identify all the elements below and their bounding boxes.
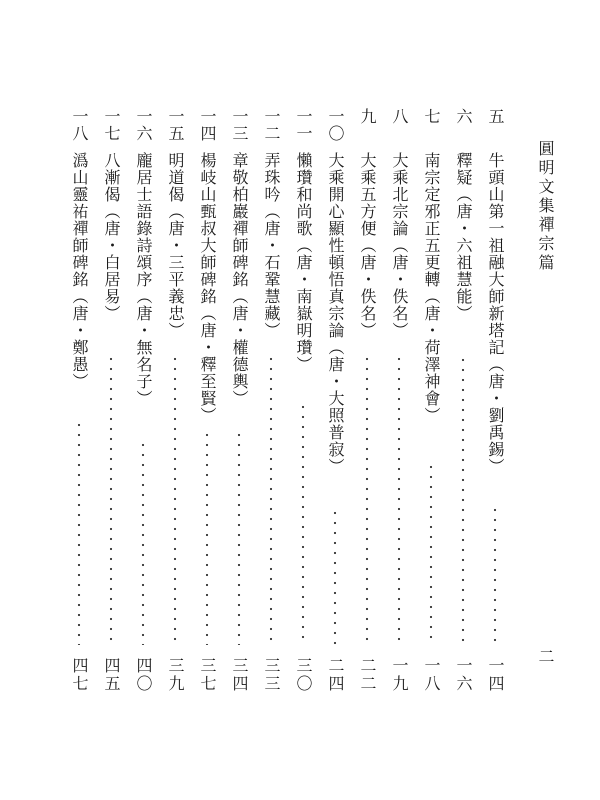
leader-dots (333, 508, 337, 645)
entry-title: 牛頭山第一祖融大師新塔記（唐・劉禹錫） (486, 152, 505, 475)
toc-entry-16 (132, 0, 154, 800)
leader-dots (301, 402, 305, 645)
entry-page: 二四 (326, 657, 345, 693)
entry-number: 七 (422, 108, 441, 125)
leader-dots (493, 505, 497, 645)
toc-entry-9 (356, 0, 378, 800)
toc-entry-15 (164, 0, 186, 800)
entry-title: 明道偈（唐・三平義忠） (166, 152, 185, 339)
entry-number: 一五 (166, 108, 185, 142)
running-title: 圓明文集禪宗篇 (536, 140, 555, 273)
entry-page: 一九 (390, 657, 409, 693)
entry-number: 一一 (294, 108, 313, 142)
entry-number: 一八 (70, 108, 89, 142)
entry-page: 一八 (422, 657, 441, 693)
entry-page: 一四 (486, 657, 505, 693)
entry-page: 三四 (230, 657, 249, 693)
entry-number: 一七 (102, 108, 121, 142)
toc-entry-8 (388, 0, 410, 800)
entry-title: 龐居士語錄詩頌序（唐・無名子） (134, 152, 153, 407)
toc-entry-11 (292, 0, 314, 800)
entry-number: 一四 (198, 108, 217, 142)
leader-dots (397, 354, 401, 645)
entry-page: 一六 (454, 657, 473, 693)
leader-dots (109, 354, 113, 645)
toc-entry-17 (100, 0, 122, 800)
entry-title: 楊岐山甄叔大師碑銘（唐・釋至賢） (198, 152, 217, 424)
toc-entry-10 (324, 0, 346, 800)
entry-number: 一二 (262, 108, 281, 142)
entry-number: 六 (454, 108, 473, 125)
entry-number: 八 (390, 108, 409, 125)
entry-number: 一三 (230, 108, 249, 142)
entry-page: 四〇 (134, 657, 153, 693)
entry-title: 八漸偈（唐・白居易） (102, 152, 121, 322)
leader-dots (141, 440, 145, 645)
leader-dots (461, 355, 465, 645)
entry-title: 懶瓚和尚歌（唐・南嶽明瓚） (294, 152, 313, 373)
leader-dots (205, 430, 209, 645)
entry-title: 釋疑（唐・六祖慧能） (454, 152, 473, 322)
entry-page: 三九 (166, 657, 185, 693)
toc-entry-13 (228, 0, 250, 800)
toc-entry-7 (420, 0, 442, 800)
toc-entry-6 (452, 0, 474, 800)
entry-title: 章敬柏巖禪師碑銘（唐・權德輿） (230, 152, 249, 407)
entry-page: 三三 (262, 657, 281, 693)
leader-dots (237, 430, 241, 645)
toc-entry-12 (260, 0, 282, 800)
leader-dots (77, 420, 81, 645)
entry-title: 大乘五方便（唐・佚名） (358, 152, 377, 339)
entry-page: 三七 (198, 657, 217, 693)
entry-page: 三〇 (294, 657, 313, 693)
toc-entry-14 (196, 0, 218, 800)
entry-title: 弄珠吟（唐・石鞏慧藏） (262, 152, 281, 339)
leader-dots (365, 354, 369, 645)
entry-number: 五 (486, 108, 505, 125)
leader-dots (269, 354, 273, 645)
entry-page: 四七 (70, 657, 89, 693)
entry-title: 潙山靈祐禪師碑銘（唐・鄭愚） (70, 152, 89, 390)
toc-entry-18 (68, 0, 90, 800)
entry-number: 一〇 (326, 108, 345, 142)
folio-number: 二 (536, 648, 555, 664)
leader-dots (173, 354, 177, 645)
entry-number: 一六 (134, 108, 153, 142)
leader-dots (429, 462, 433, 645)
entry-title: 大乘開心顯性頓悟真宗論（唐・大照普寂） (326, 152, 345, 475)
entry-number: 九 (358, 108, 377, 125)
entry-title: 南宗定邪正五更轉（唐・荷澤神會） (422, 152, 441, 424)
entry-title: 大乘北宗論（唐・佚名） (390, 152, 409, 339)
entry-page: 四五 (102, 657, 121, 693)
entry-page: 二二 (358, 657, 377, 693)
toc-entry-5 (484, 0, 506, 800)
